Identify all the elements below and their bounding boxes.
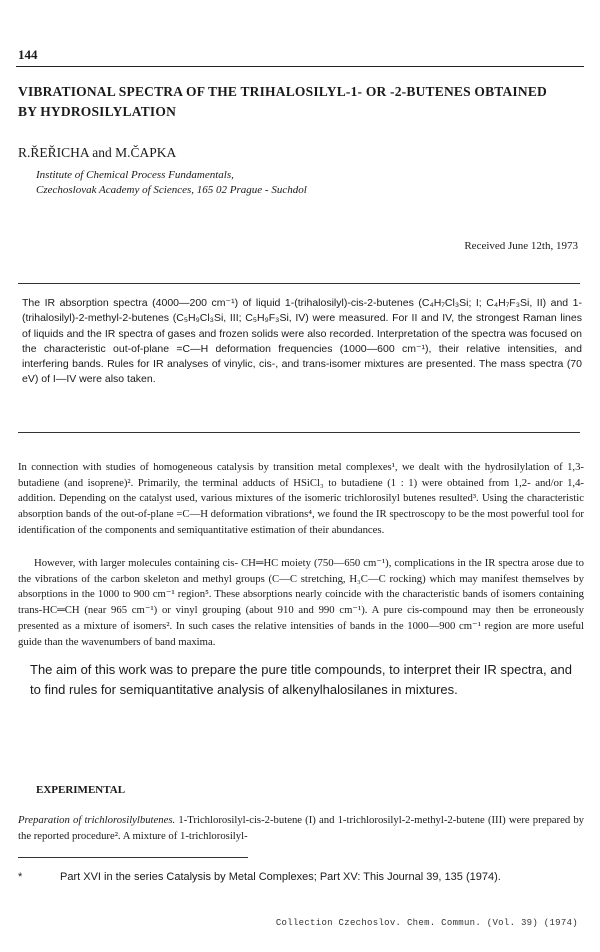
- received-date: Received June 12th, 1973: [464, 240, 578, 252]
- footnote: [18, 871, 501, 883]
- preparation-text: 1-Trichlorosilyl-cis-2-butene (I) and 1-trichlorosilyl-2-methyl-2-butene (III) were prepared by the reported procedure². A mixture of 1-trichlorosilyl-: [18, 814, 585, 842]
- aim-paragraph: The aim of this work was to prepare the pure title compounds, to interpret their IR spectra, and to find rules for semiquantitative analysis of alkenylhalosilanes in mixtures.: [30, 662, 572, 697]
- preparation-heading: Preparation of trichlorosilylbutenes.: [18, 814, 176, 826]
- body-paragraph-2: However, with larger molecules containing cis- CH═HC moiety (750—650 cm⁻¹), complications in the IR spectra arose due to the vibrations of the carbon skeleton and methyl groups (C—C stretching, H₃C—C rocking) which may manifest themselves by absorptions in the 1000 to 900 cm⁻¹ region⁵. These absorptions nearly coincide with the characteristic bands of isomers containing trans-HC═CH (near 965 cm⁻¹) or vinyl grouping (about 910 and 990 cm⁻¹). A pure cis-compound may then be erroneously presented as a mixture of isomers². In such cases the relative intensities of bands in the 1000—900 cm⁻¹ region are more useful guide than the wavenumbers of band maxima.: [18, 557, 584, 648]
- page-number: 144: [18, 47, 38, 62]
- preparation-paragraph: [18, 812, 584, 844]
- abstract: The IR absorption spectra (4000—200 cm⁻¹) of liquid 1-(trihalosilyl)-cis-2-butenes (C₄H₇Cl₃Si; I; C₄H₇F₃Si, II) and 1-(trihalosilyl)-2-methyl-2-butenes (C₅H₉Cl₃Si, III; C₅H₉F₃Si, IV) were measured. For II and IV, the strongest Raman lines of liquids and the IR spectra of gases and frozen solids were also recorded. Interpretation of the spectra was focused on the characteristic out-of-plane =C—H deformation frequencies (1000—600 cm⁻¹), their relative intensities, and interfering bands. Rules for IR analyses of vinylic, cis-, and trans-isomer mixtures are presented. The mass spectra (70 eV) of I—IV were also taken.: [22, 297, 582, 386]
- section-heading-experimental: EXPERIMENTAL: [36, 784, 126, 796]
- abstract-top-rule: [18, 283, 580, 284]
- journal-footer: Collection Czechoslov. Chem. Commun. (Vol. 39) (1974): [275, 918, 578, 928]
- body-paragraph-1: In connection with studies of homogeneous catalysis by transition metal complexes¹, we dealt with the hydrosilylation of 1,3-butadiene (and isoprene)². Primarily, the terminal adducts of HSiCl₃ to butadiene (1 : 1) were obtained from 1,2- and/or 1,4-addition. Depending on the catalyst used, various mixtures of the isomeric trichlorosilyl butenes resulted³. Using the characteristic absorption bands of the out-of-plane =C—H deformation vibrations⁴, we found the IR spectroscopy to be the most powerful tool for identification of the components and semiquantitative estimation of their abundances.: [18, 461, 584, 536]
- footnote-rule: [18, 857, 248, 858]
- affiliation: [36, 168, 307, 198]
- header-rule: [16, 66, 584, 67]
- article-title: VIBRATIONAL SPECTRA OF THE TRIHALOSILYL-1- OR -2-BUTENES OBTAINED BY HYDROSILYLATION: [18, 84, 547, 119]
- authors: R.ŘEŘICHA and M.ČAPKA: [18, 145, 177, 160]
- abstract-bottom-rule: [18, 432, 580, 433]
- footnote-text: Part XVI in the series Catalysis by Metal Complexes; Part XV: This Journal 39, 135 (1974).: [60, 871, 501, 883]
- affiliation-line-2: Czechoslovak Academy of Sciences, 165 02 Prague - Suchdol: [36, 184, 307, 196]
- affiliation-line-1: Institute of Chemical Process Fundamentals,: [36, 169, 234, 181]
- footnote-mark: *: [18, 871, 23, 883]
